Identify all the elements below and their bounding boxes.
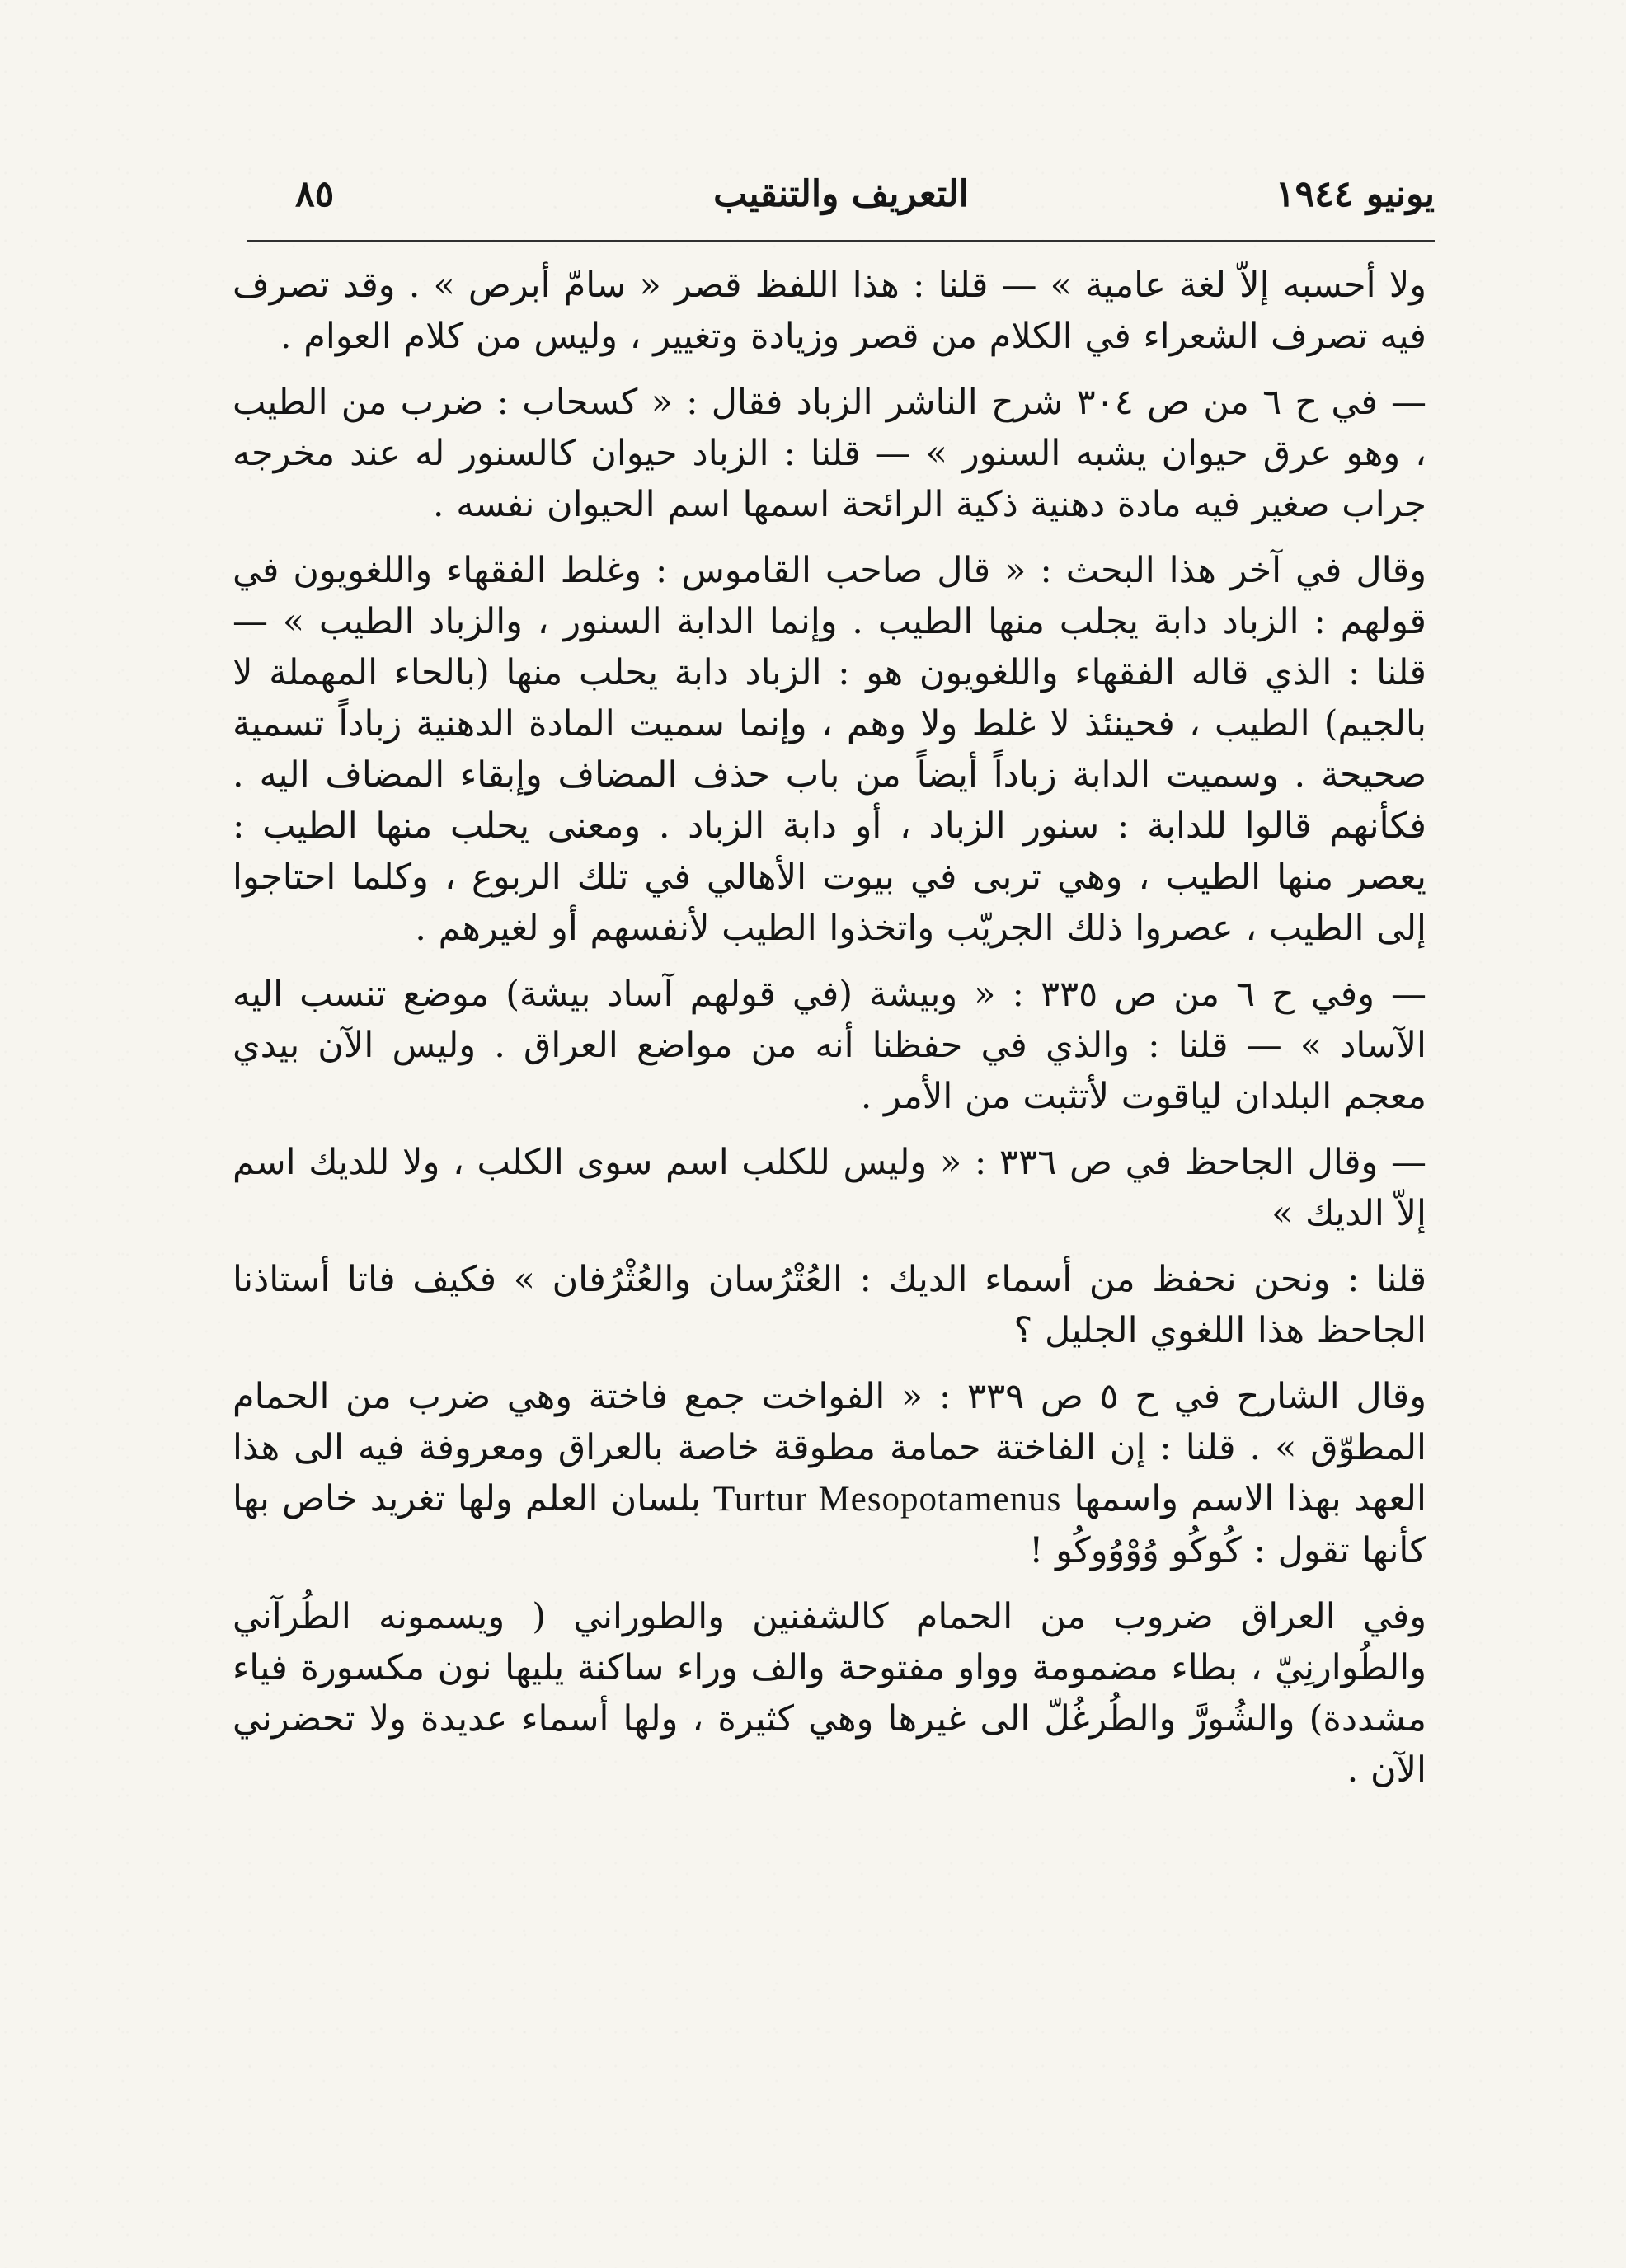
header-title: التعريف والتنقيب xyxy=(713,173,969,215)
paragraph-7 xyxy=(233,1371,1426,1576)
paragraph-5 xyxy=(233,1137,1426,1239)
latin-species-name: Turtur Mesopotamenus xyxy=(712,1480,1062,1519)
header-date: يونيو ١٩٤٤ xyxy=(1275,173,1435,215)
paragraph-8 xyxy=(233,1591,1426,1796)
header-rule xyxy=(247,240,1435,242)
paragraph-5-text: — وقال الجاحظ في ص ٣٣٦ : « وليس للكلب اسم سوى الكلب ، ولا للديك اسم إلاّ الديك » xyxy=(233,1142,1426,1234)
paragraph-2-text: — في ح ٦ من ص ٣٠٤ شرح الناشر الزباد فقال : « كسحاب : ضرب من الطيب ، وهو عرق حيوان يشبه السنور » — قلنا : الزباد حيوان كالسنور له عند مخرجه جراب صغير فيه مادة دهنية ذكية الرائحة اسمها اسم الحيوان نفسه . xyxy=(233,382,1426,525)
paragraph-8-text: وفي العراق ضروب من الحمام كالشفنين والطوراني ( ويسمونه الطُرآني والطُوارنِيّ ، بطاء مضمومة وواو مفتوحة والف وراء ساكنة يليها نون مكسورة فياء مشددة) والشُورَّ والطُرغُلّ الى غيرها وهي كثيرة ، ولها أسماء عديدة ولا تحضرني الآن . xyxy=(233,1596,1426,1791)
running-header xyxy=(247,162,1435,228)
paragraph-7-text-after: بلسان العلم ولها تغريد خاص بها كأنها تقول : كُوكُو وُوْوُوكُو ! xyxy=(233,1478,1426,1571)
page-number: ٨٥ xyxy=(295,173,335,215)
article-body xyxy=(233,260,1426,2148)
paragraph-7-text: وقال الشارح في ح ٥ ص ٣٣٩ : « الفواخت جمع فاختة وهي ضرب من الحمام المطوّق » . قلنا : إن الفاختة حمامة مطوقة خاصة بالعراق ومعروفة فيه الى هذا العهد بهذا الاسم واسمها xyxy=(233,1376,1426,1519)
paragraph-2 xyxy=(233,377,1426,530)
paragraph-4-text: — وفي ح ٦ من ص ٣٣٥ : « وبيشة (في قولهم آساد بيشة) موضع تنسب اليه الآساد » — قلنا : والذي في حفظنا أنه من مواضع العراق . وليس الآن بيدي معجم البلدان لياقوت لأتثبت من الأمر . xyxy=(233,974,1426,1117)
paragraph-1-text: ولا أحسبه إلاّ لغة عامية » — قلنا : هذا اللفظ قصر « سامّ أبرص » . وقد تصرف فيه تصرف الشعراء في الكلام من قصر وزيادة وتغيير ، وليس من كلام العوام . xyxy=(233,265,1426,357)
paragraph-3-text: وقال في آخر هذا البحث : « قال صاحب القاموس : وغلط الفقهاء واللغويون في قولهم : الزباد دابة يجلب منها الطيب . وإنما الدابة السنور ، والزباد الطيب » — قلنا : الذي قاله الفقهاء واللغويون هو : الزباد دابة يحلب منها (بالحاء المهملة لا بالجيم) الطيب ، فحينئذ لا غلط ولا وهم ، وإنما سميت المادة الدهنية زباداً تسمية صحيحة . وسميت الدابة زباداً أيضاً من باب حذف المضاف وإبقاء المضاف اليه . فكأنهم قالوا للدابة : سنور الزباد ، أو دابة الزباد . ومعنى يحلب منها الطيب : يعصر منها الطيب ، وهي تربى في بيوت الأهالي في تلك الربوع ، وكلما احتاجوا إلى الطيب ، عصروا ذلك الجريّب واتخذوا الطيب لأنفسهم أو لغيرهم . xyxy=(233,550,1426,949)
paragraph-6 xyxy=(233,1254,1426,1356)
paragraph-1 xyxy=(233,260,1426,362)
paragraph-6-text: قلنا : ونحن نحفظ من أسماء الديك : العُتْرُسان والعُثْرُفان » فكيف فاتا أستاذنا الجاحظ هذا اللغوي الجليل ؟ xyxy=(233,1259,1426,1351)
paragraph-3 xyxy=(233,545,1426,954)
paragraph-4 xyxy=(233,969,1426,1122)
